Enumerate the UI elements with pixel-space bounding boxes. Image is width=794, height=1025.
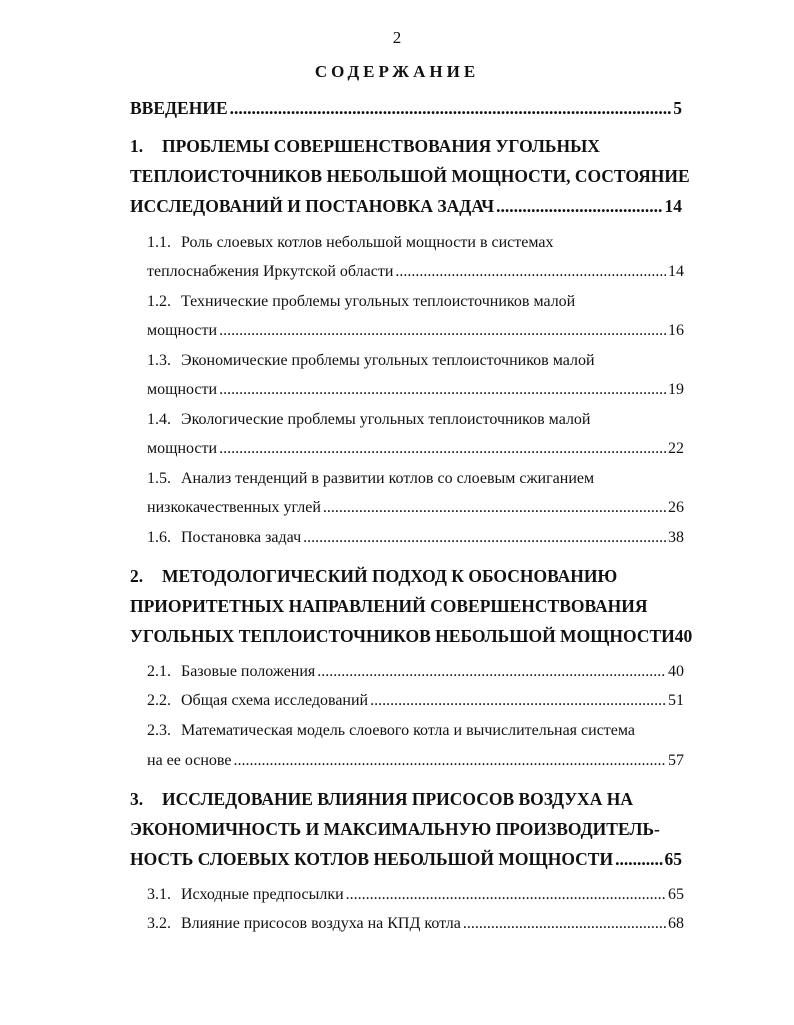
toc-title: СОДЕРЖАНИЕ bbox=[314, 62, 480, 81]
toc-line bbox=[147, 529, 684, 547]
dot-leader bbox=[395, 263, 666, 281]
entry-page-number: 65 bbox=[664, 849, 682, 869]
section-title-line: Математическая модель слоевого котла и вычислительная система bbox=[181, 722, 636, 739]
toc-line bbox=[130, 789, 682, 810]
entry-page-number: 68 bbox=[668, 915, 684, 932]
section-title-line: мощности bbox=[147, 322, 218, 339]
dot-leader bbox=[234, 752, 667, 770]
toc-line bbox=[130, 566, 682, 587]
section-title-line: мощности bbox=[147, 381, 218, 398]
toc-line bbox=[147, 470, 684, 488]
section-number: 2.3. bbox=[147, 722, 171, 739]
chapter-title-line: ИССЛЕДОВАНИЙ И ПОСТАНОВКА ЗАДАЧ bbox=[130, 196, 495, 216]
chapter-title-line: НОСТЬ СЛОЕВЫХ КОТЛОВ НЕБОЛЬШОЙ МОЩНОСТИ bbox=[130, 849, 614, 869]
toc-line bbox=[130, 136, 682, 157]
entry-page-number: 14 bbox=[664, 196, 682, 216]
section-number: 1.4. bbox=[147, 411, 171, 428]
section-number: 1.3. bbox=[147, 352, 171, 369]
chapter-title-line: ИССЛЕДОВАНИЕ ВЛИЯНИЯ ПРИСОСОВ ВОЗДУХА НА bbox=[162, 789, 633, 809]
chapter-title-line: МЕТОДОЛОГИЧЕСКИЙ ПОДХОД К ОБОСНОВАНИЮ bbox=[162, 566, 618, 586]
section-number: 1.2. bbox=[147, 293, 171, 310]
section-title-line: Технические проблемы угольных теплоисточников малой bbox=[181, 293, 576, 310]
dot-leader bbox=[303, 529, 666, 547]
chapter-number: 2. bbox=[130, 566, 144, 586]
section-title-line: низкокачественных углей bbox=[147, 499, 321, 516]
toc-line bbox=[147, 352, 684, 370]
section-title-line: Экономические проблемы угольных теплоисточников малой bbox=[181, 352, 595, 369]
section-number: 1.6. bbox=[147, 529, 171, 546]
toc-line bbox=[147, 886, 684, 904]
toc-line bbox=[130, 196, 682, 217]
section-title-line: Анализ тенденций в развитии котлов со слоевым сжиганием bbox=[181, 470, 595, 487]
dot-leader bbox=[496, 196, 662, 217]
entry-page-number: 38 bbox=[668, 529, 684, 546]
entry-label: ВВЕДЕНИЕ bbox=[130, 98, 228, 118]
chapter-title-line: ЭКОНОМИЧНОСТЬ И МАКСИМАЛЬНУЮ ПРОИЗВОДИТЕЛЬ- bbox=[130, 819, 660, 839]
section-number: 2.2. bbox=[147, 692, 171, 709]
dot-leader bbox=[323, 499, 666, 517]
chapter-number: 3. bbox=[130, 789, 144, 809]
toc-line bbox=[147, 381, 684, 399]
section-title-line: Постановка задач bbox=[181, 529, 302, 546]
section-title-line: Базовые положения bbox=[181, 663, 316, 680]
dot-leader bbox=[463, 915, 666, 933]
toc-line bbox=[130, 626, 693, 647]
dot-leader bbox=[317, 663, 666, 681]
section-title-line: Общая схема исследований bbox=[181, 692, 369, 709]
toc-line bbox=[130, 819, 682, 840]
chapter-title-line: ТЕПЛОИСТОЧНИКОВ НЕБОЛЬШОЙ МОЩНОСТИ, СОСТОЯНИЕ bbox=[130, 166, 690, 186]
entry-page-number: 40 bbox=[668, 663, 684, 680]
toc-line bbox=[147, 411, 684, 429]
section-title-line: на ее основе bbox=[147, 752, 232, 769]
section-title-line: Экологические проблемы угольных теплоисточников малой bbox=[181, 411, 591, 428]
entry-page-number: 19 bbox=[668, 381, 684, 398]
toc-line bbox=[130, 849, 682, 870]
section-title-line: теплоснабжения Иркутской области bbox=[147, 263, 394, 280]
entry-page-number: 65 bbox=[668, 886, 684, 903]
entry-page-number: 22 bbox=[668, 440, 684, 457]
chapter-number: 1. bbox=[130, 136, 144, 156]
entry-page-number: 16 bbox=[668, 322, 684, 339]
toc-line bbox=[147, 322, 684, 340]
toc-line bbox=[130, 166, 690, 187]
dot-leader bbox=[219, 381, 666, 399]
section-number: 2.1. bbox=[147, 663, 171, 680]
toc-line bbox=[147, 752, 684, 770]
section-number: 3.1. bbox=[147, 886, 171, 903]
section-number: 1.1. bbox=[147, 234, 171, 251]
page-number: 2 bbox=[392, 28, 402, 47]
chapter-title-line: ПРОБЛЕМЫ СОВЕРШЕНСТВОВАНИЯ УГОЛЬНЫХ bbox=[162, 136, 600, 156]
toc-line bbox=[147, 234, 684, 252]
section-number: 3.2. bbox=[147, 915, 171, 932]
toc-line bbox=[147, 263, 684, 281]
toc-line bbox=[147, 915, 684, 933]
section-number: 1.5. bbox=[147, 470, 171, 487]
entry-page-number: 26 bbox=[668, 499, 684, 516]
toc-line bbox=[147, 692, 684, 710]
toc-line bbox=[147, 663, 684, 681]
toc-line bbox=[147, 440, 684, 458]
chapter-title-line: УГОЛЬНЫХ ТЕПЛОИСТОЧНИКОВ НЕБОЛЬШОЙ МОЩНОСТИ bbox=[130, 626, 675, 646]
section-title-line: Исходные предпосылки bbox=[181, 886, 344, 903]
entry-page-number: 40 bbox=[674, 626, 693, 646]
chapter-title-line: ПРИОРИТЕТНЫХ НАПРАВЛЕНИЙ СОВЕРШЕНСТВОВАНИЯ bbox=[130, 596, 648, 616]
entry-page-number: 14 bbox=[668, 263, 684, 280]
dot-leader bbox=[370, 692, 666, 710]
section-title-line: Роль слоевых котлов небольшой мощности в системах bbox=[181, 234, 554, 251]
toc-line bbox=[147, 499, 684, 517]
toc-line bbox=[147, 293, 684, 311]
section-title-line: Влияние присосов воздуха на КПД котла bbox=[181, 915, 461, 932]
toc-line bbox=[130, 596, 682, 617]
entry-page-number: 51 bbox=[668, 692, 684, 709]
dot-leader bbox=[219, 440, 666, 458]
entry-page-number: 5 bbox=[673, 98, 682, 118]
dot-leader bbox=[346, 886, 666, 904]
section-title-line: мощности bbox=[147, 440, 218, 457]
entry-page-number: 57 bbox=[668, 752, 684, 769]
dot-leader bbox=[219, 322, 666, 340]
toc-line bbox=[130, 98, 682, 119]
toc-line bbox=[147, 722, 684, 740]
dot-leader bbox=[615, 849, 662, 870]
dot-leader bbox=[230, 98, 672, 119]
